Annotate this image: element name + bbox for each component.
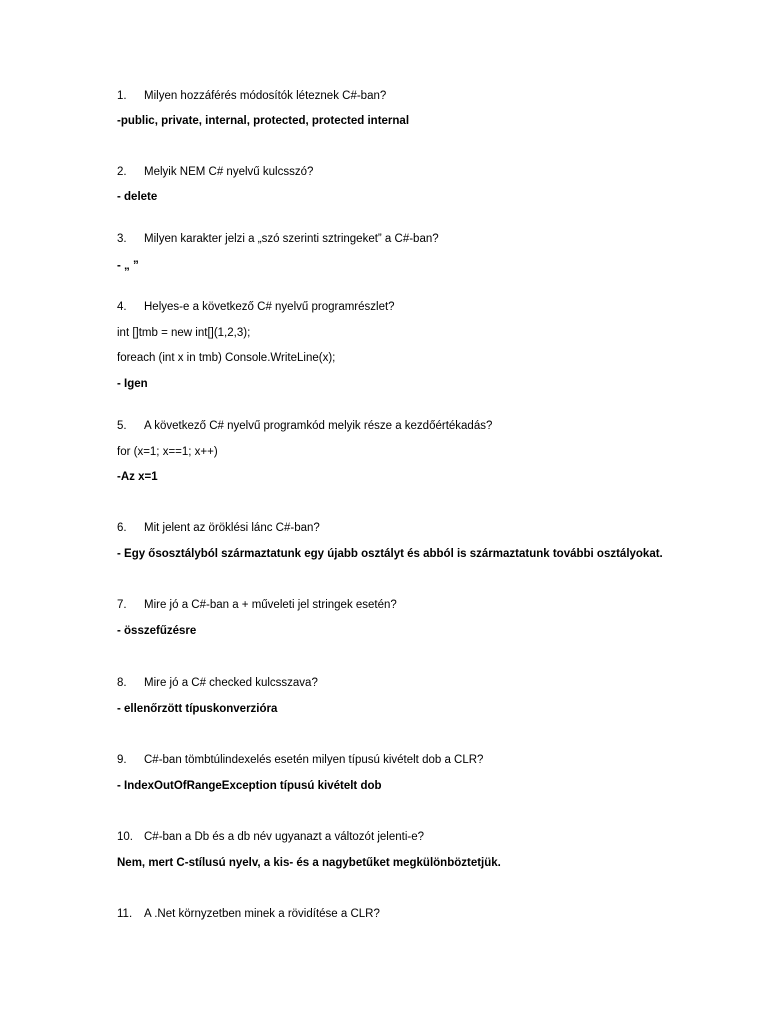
answer-text: - IndexOutOfRangeException típusú kivételt dob <box>117 780 382 792</box>
question-text: C#-ban tömbtúlindexelés esetén milyen típusú kivételt dob a CLR? <box>144 754 484 766</box>
question-text: Mire jó a C#-ban a + műveleti jel stringek esetén? <box>144 599 397 611</box>
answer-text: - „ ” <box>117 260 139 272</box>
question-number: 3. <box>117 233 127 245</box>
question-number: 1. <box>117 90 127 102</box>
answer-text: -Az x=1 <box>117 471 158 483</box>
question-text: A .Net környzetben minek a rövidítése a CLR? <box>144 908 380 920</box>
question-number: 9. <box>117 754 127 766</box>
question-text: A következő C# nyelvű programkód melyik része a kezdőértékadás? <box>144 420 493 432</box>
question-number: 10. <box>117 831 133 843</box>
question-number: 4. <box>117 301 127 313</box>
answer-text: Nem, mert C-stílusú nyelv, a kis- és a nagybetűket megkülönböztetjük. <box>117 857 501 869</box>
question-text: Milyen hozzáférés módosítók léteznek C#-ban? <box>144 90 387 102</box>
question-text: Mit jelent az öröklési lánc C#-ban? <box>144 522 320 534</box>
question-number: 11. <box>117 908 133 920</box>
question-number: 7. <box>117 599 127 611</box>
question-number: 2. <box>117 166 127 178</box>
answer-text: - összefűzésre <box>117 625 197 637</box>
answer-text: - delete <box>117 191 158 203</box>
code-line: int []tmb = new int[](1,2,3); <box>117 327 251 339</box>
answer-text: - Igen <box>117 378 148 390</box>
question-number: 8. <box>117 677 127 689</box>
question-text: C#-ban a Db és a db név ugyanazt a változót jelenti-e? <box>144 831 425 843</box>
question-text: Milyen karakter jelzi a „szó szerinti sztringeket” a C#-ban? <box>144 233 439 245</box>
answer-text: - Egy ősosztályból származtatunk egy újabb osztályt és abból is származtatunk további osztályokat. <box>117 548 663 560</box>
question-number: 6. <box>117 522 127 534</box>
question-text: Mire jó a C# checked kulcsszava? <box>144 677 318 689</box>
question-number: 5. <box>117 420 127 432</box>
answer-text: - ellenőrzött típuskonverzióra <box>117 703 278 715</box>
question-text: Melyik NEM C# nyelvű kulcsszó? <box>144 166 314 178</box>
question-text: Helyes-e a következő C# nyelvű programrészlet? <box>144 301 395 313</box>
code-line: for (x=1; x==1; x++) <box>117 446 218 458</box>
answer-text: -public, private, internal, protected, protected internal <box>117 115 410 127</box>
code-line: foreach (int x in tmb) Console.WriteLine(x); <box>117 352 336 364</box>
